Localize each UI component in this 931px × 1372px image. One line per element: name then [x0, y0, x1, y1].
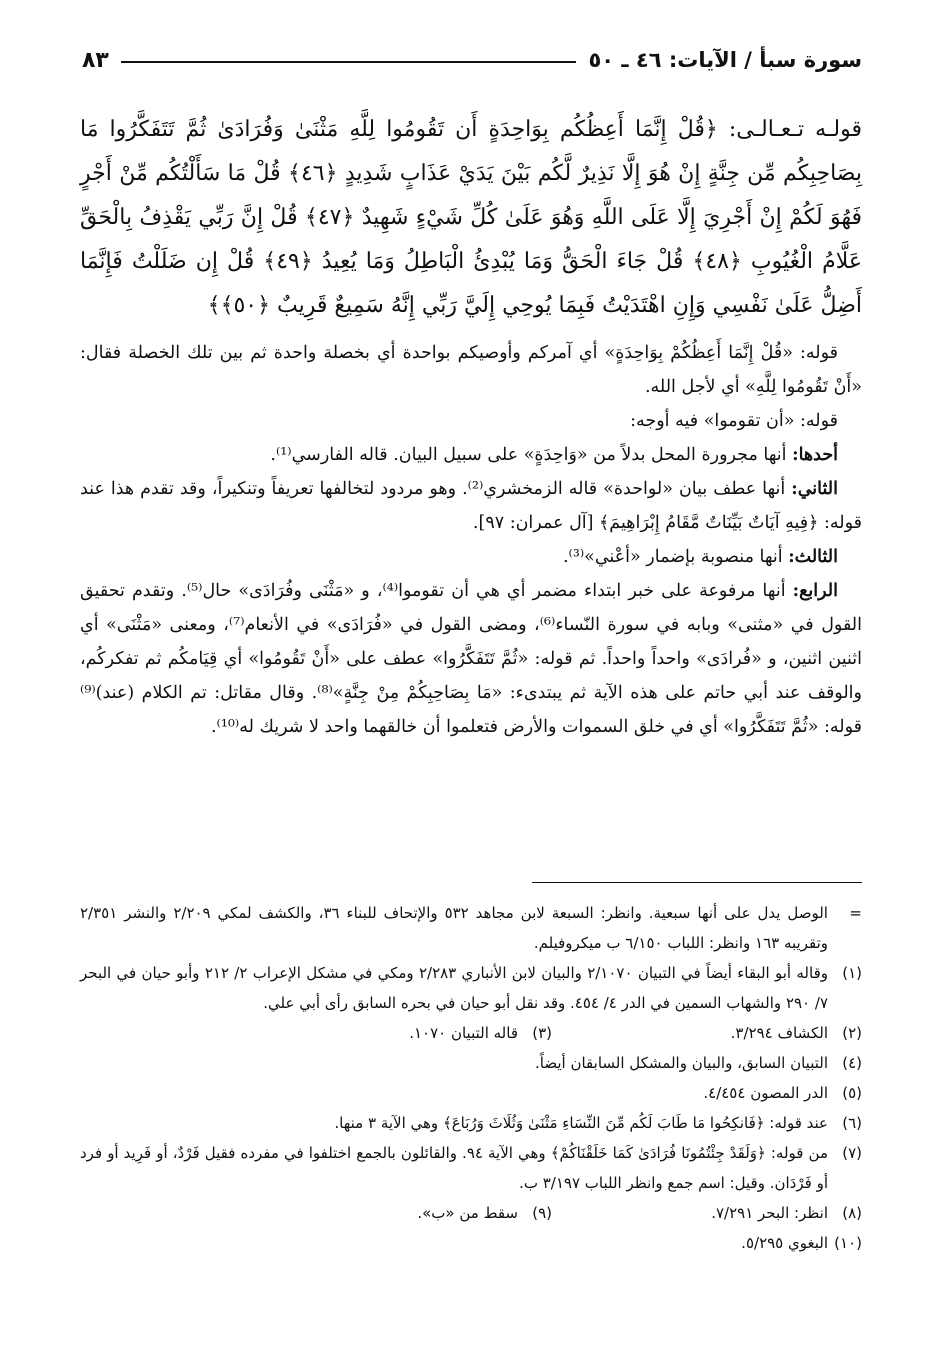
footnote-mark: (٣) — [532, 1024, 552, 1042]
paragraph-text: أنها منصوبة بإضمار «أعْني»⁽³⁾. — [562, 547, 789, 567]
footnote-10 — [80, 1228, 862, 1258]
footnote-text: البغوي ٥/٢٩٥. — [741, 1234, 828, 1252]
footnote-3 — [242, 1018, 552, 1048]
footnote-continuation — [80, 898, 862, 958]
footnote-text: قاله التبيان ١٠٧٠. — [409, 1024, 518, 1042]
footnote-mark: (٧) — [842, 1144, 862, 1162]
footnote-text: انظر: البحر ٧/٢٩١. — [711, 1204, 828, 1222]
footnote-8 — [552, 1198, 862, 1228]
footnote-8-9 — [80, 1198, 862, 1228]
paragraph-text: قوله: «أن تقوموا» فيه أوجه: — [630, 411, 838, 431]
paragraph-text: أنها عطف بيان «لواحدة» قاله الزمخشري⁽²⁾. وهو مردود لتخالفها تعريفاً وتنكيراً، وقد تقدم هذا عند قوله: ﴿فِيهِ آيَاتٌ بَيِّنَاتٌ مَّقَامُ إِبْرَاهِيمَ﴾ [آل عمران: ٩٧]. — [80, 479, 862, 533]
footnote-text: التبيان السابق، والبيان والمشكل السابقان أيضاً. — [535, 1054, 828, 1072]
main-text — [80, 108, 862, 744]
footnote-mark: (٨) — [842, 1204, 862, 1222]
footnote-mark: (٤) — [842, 1054, 862, 1072]
footnote-mark: (٩) — [532, 1204, 552, 1222]
header-rule — [121, 61, 577, 63]
quran-verses: قولـه تـعـالـى: ﴿قُلْ إِنَّمَا أَعِظُكُم بِوَاحِدَةٍ أَن تَقُومُوا لِلَّهِ مَثْنَىٰ وَفُرَادَىٰ ثُمَّ تَتَفَكَّرُوا مَا بِصَاحِبِكُم مِّن جِنَّةٍ إِنْ هُوَ إِلَّا نَذِيرٌ لَّكُم بَيْنَ يَدَيْ عَذَابٍ شَدِيدٍ ﴿٤٦﴾ قُلْ مَا سَأَلْتُكُم مِّنْ أَجْرٍ فَهُوَ لَكُمْ إِنْ أَجْرِيَ إِلَّا عَلَى اللَّهِ وَهُوَ عَلَىٰ كُلِّ شَيْءٍ شَهِيدٌ ﴿٤٧﴾ قُلْ إِنَّ رَبِّي يَقْذِفُ بِالْحَقِّ عَلَّامُ الْغُيُوبِ ﴿٤٨﴾ قُلْ جَاءَ الْحَقُّ وَمَا يُبْدِئُ الْبَاطِلُ وَمَا يُعِيدُ ﴿٤٩﴾ قُلْ إِن ضَلَلْتُ فَإِنَّمَا أَضِلُّ عَلَىٰ نَفْسِي وَإِنِ اهْتَدَيْتُ فَبِمَا يُوحِي إِلَيَّ رَبِّي إِنَّهُ سَمِيعٌ قَرِيبٌ ﴿٥٠﴾﴾ — [80, 117, 862, 318]
footnote-5 — [80, 1078, 862, 1108]
footnote-9 — [242, 1198, 552, 1228]
footnote-mark: (٢) — [842, 1024, 862, 1042]
paragraph-second — [80, 472, 862, 540]
footnote-mark: (١٠) — [834, 1234, 862, 1252]
footnote-2 — [552, 1018, 862, 1048]
footnote-text: عند قوله: ﴿فَانكِحُوا مَا طَابَ لَكُم مِّنَ النِّسَاءِ مَثْنَىٰ وَثُلَاثَ وَرُبَاعَ﴾ وهي الآية ٣ منها. — [334, 1114, 828, 1132]
paragraph-lead: أحدها: — [792, 445, 838, 465]
footnote-text: الوصل يدل على أنها سبعية. وانظر: السبعة لابن مجاهد ٥٣٢ والإتحاف للبناء ٣٦، والكشف لمكي ٢/٢٠٩ والنشر ٢/٣٥١ وتقريبه ١٦٣ وانظر: اللباب ٦/١٥٠ ب ميكروفيلم. — [80, 904, 828, 952]
footnote-text: وقاله أبو البقاء أيضاً في التبيان ٢/١٠٧٠ والبيان لابن الأنباري ٢/٢٨٣ ومكي في مشكل الإعراب ٢/ ٢١٢ وأبو حيان في البحر ٧/ ٢٩٠ والشهاب السمين في الدر ٤/ ٤٥٤. وقد نقل أبو حيان في بحره السابق رأى أبي علي. — [80, 964, 828, 1012]
footnote-mark: (٦) — [842, 1114, 862, 1132]
footnote-4 — [80, 1048, 862, 1078]
footnote-7 — [80, 1138, 862, 1198]
footnote-text: الكشاف ٣/٢٩٤. — [730, 1024, 828, 1042]
footnote-2-3 — [80, 1018, 862, 1048]
footnote-mark: (١) — [842, 964, 862, 982]
paragraph-text: أنها مرفوعة على خبر ابتداء مضمر أي هي أن تقوموا⁽⁴⁾، و «مَثْنَى وفُرَادَى» حال⁽⁵⁾. وتقدم تحقيق القول في «مثنى» وبابه في سورة النّساء⁽⁶⁾، ومضى القول في «فُرَادَى» في الأنعام⁽⁷⁾، ومعنى «مَثْنَى» أي اثنين اثنين، و «فُرادَى» واحداً واحداً. ثم قوله: «ثُمَّ تَتَفَكَّرُوا» عطف على «أَنْ تَقُومُوا» أي قِيَامكُم ثم تفكركُم، والوقف عند أبي حاتم على هذه الآية ثم يبتدىء: «مَا بِصَاحِبِكُمْ مِنْ جِنَّةٍ»⁽⁸⁾. وقال مقاتل: تم الكلام (عند)⁽⁹⁾ قوله: «ثُمَّ تَتَفَكَّرُوا» أي في خلق السموات والأرض فتعلموا أن خالقهما واحد لا شريك له⁽¹⁰⁾. — [80, 581, 862, 737]
page-header — [82, 40, 862, 80]
footnote-text: من قوله: ﴿وَلَقَدْ جِئْتُمُونَا فُرَادَىٰ كَمَا خَلَقْنَاكُمْ﴾ وهي الآية ٩٤. والقائلون بالجمع اختلفوا في مفرده فقيل فَرْدٌ، أو فَرِيد أو فرد أو فَرْدَان. وقيل: اسم جمع وانظر اللباب ٣/١٩٧ ب. — [80, 1144, 828, 1192]
footnote-text: الدر المصون ٤/٤٥٤. — [703, 1084, 828, 1102]
paragraph-lead: الرابع: — [792, 581, 838, 601]
paragraph-aspects — [80, 404, 862, 438]
paragraph-first — [80, 438, 862, 472]
footnote-separator — [532, 882, 862, 883]
footnote-1 — [80, 958, 862, 1018]
paragraph-third — [80, 540, 862, 574]
paragraph-fourth — [80, 574, 862, 744]
footnote-mark: (٥) — [842, 1084, 862, 1102]
paragraph-lead: الثالث: — [788, 547, 838, 567]
paragraph-text: أنها مجرورة المحل بدلاً من «وَاحِدَةٍ» على سبيل البيان. قاله الفارسي⁽¹⁾. — [270, 445, 793, 465]
paragraph-text: قوله: «قُلْ إِنَّمَا أَعِظُكُمْ بِوَاحِدَةٍ» أي آمركم وأوصيكم بواحدة أي بخصلة واحدة ثم بين تلك الخصلة فقال: «أَنْ تَقُومُوا لِلَّهِ» أي لأجل الله. — [80, 343, 862, 397]
footnotes — [80, 898, 862, 1258]
footnote-6 — [80, 1108, 862, 1138]
footnote-text: سقط من «ب». — [417, 1204, 518, 1222]
paragraph-lead: الثاني: — [791, 479, 838, 499]
page-number: ٨٣ — [82, 47, 109, 73]
surah-title: سورة سبأ / الآيات: ٤٦ ـ ٥٠ — [588, 48, 862, 72]
footnote-mark: = — [849, 904, 862, 922]
paragraph-intro — [80, 336, 862, 404]
